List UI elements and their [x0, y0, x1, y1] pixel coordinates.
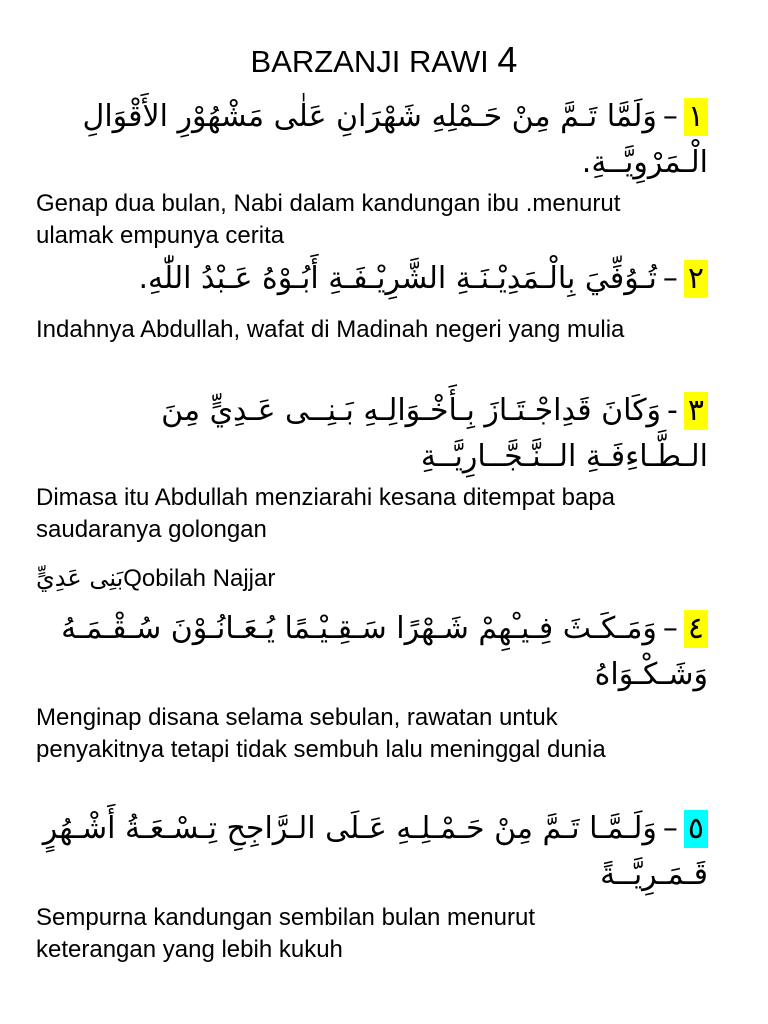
verse-dash-5: –: [662, 811, 678, 846]
tribe-line: [36, 562, 726, 595]
verse-text-1: وَلَمَّا تَـمَّ مِنْ حَـمْلِهِ شَهْرَانِ عَلٰى مَشْهُوْرِ الأَقْوَالِ الْـمَرْوِيَّــةِ.: [82, 99, 708, 180]
title-text: BARZANJI RAWI: [250, 44, 489, 79]
translation-2: Indahnya Abdullah, wafat di Madinah negeri yang mulia: [36, 316, 625, 343]
verse-marker-4: ٤: [684, 610, 708, 648]
verse-text-3: وَكَانَ قَدِاجْـتَـازَ بِـأَخْـوَالِـهِ بَـنِــى عَـدِيٍّ مِنَ الـطَّـاءِفَـةِ الــنَّـجَّــارِيَّــةِ: [161, 393, 708, 474]
verse-dash-1: –: [662, 99, 678, 134]
translation-1: Genap dua bulan, Nabi dalam kandungan ibu .menurut ulamak empunya cerita: [36, 190, 621, 249]
tribe-name: Qobilah Najjar: [123, 565, 276, 592]
arabic-verse-2: [36, 256, 708, 302]
arabic-verse-5: [36, 806, 708, 898]
verse-dash-2: –: [662, 261, 678, 296]
verse-marker-3: ٣: [684, 392, 708, 430]
verse-text-4: وَمَـكَـثَ فِـيـْهِمْ شَـهْرًا سَـقِـيْـمًا يُـعَـانُـوْنَ سُـقْـمَـهُ وَشَـكْـوَاهُ: [61, 611, 708, 692]
verse-dash-3: -: [667, 393, 678, 428]
title-number: 4: [497, 39, 518, 80]
page-title: [0, 40, 768, 82]
verse-marker-1: ١: [684, 98, 708, 136]
verse-text-2: تُـوُفِّيَ بِالْـمَدِيْـنَـةِ الشَّرِيْـفَـةِ أَبُـوْهُ عَـبْدُ اللّٰهِ.: [138, 261, 657, 296]
arabic-verse-3: [36, 388, 708, 480]
translation-4: Menginap disana selama sebulan, rawatan untuk penyakitnya tetapi tidak sembuh lalu meninggal dunia: [36, 704, 606, 763]
tribe-arabic: بَنِى عَدِيٍّ: [36, 564, 124, 592]
arabic-verse-1: [36, 94, 708, 186]
verse-marker-5: ٥: [684, 810, 708, 848]
verse-text-5: وَلَـمَّـا تَـمَّ مِنْ حَـمْـلِـهِ عَـلَى الـرَّاجِحِ تِـسْـعَـةُ أَشْـهُرٍ قَـمَـرِيَّــةً: [42, 811, 708, 892]
verse-marker-2: ٢: [684, 260, 708, 298]
translation-3: Dimasa itu Abdullah menziarahi kesana ditempat bapa saudaranya golongan: [36, 484, 616, 543]
arabic-verse-4: [36, 606, 708, 698]
verse-dash-4: –: [662, 611, 678, 646]
translation-5: Sempurna kandungan sembilan bulan menurut keterangan yang lebih kukuh: [36, 904, 535, 963]
